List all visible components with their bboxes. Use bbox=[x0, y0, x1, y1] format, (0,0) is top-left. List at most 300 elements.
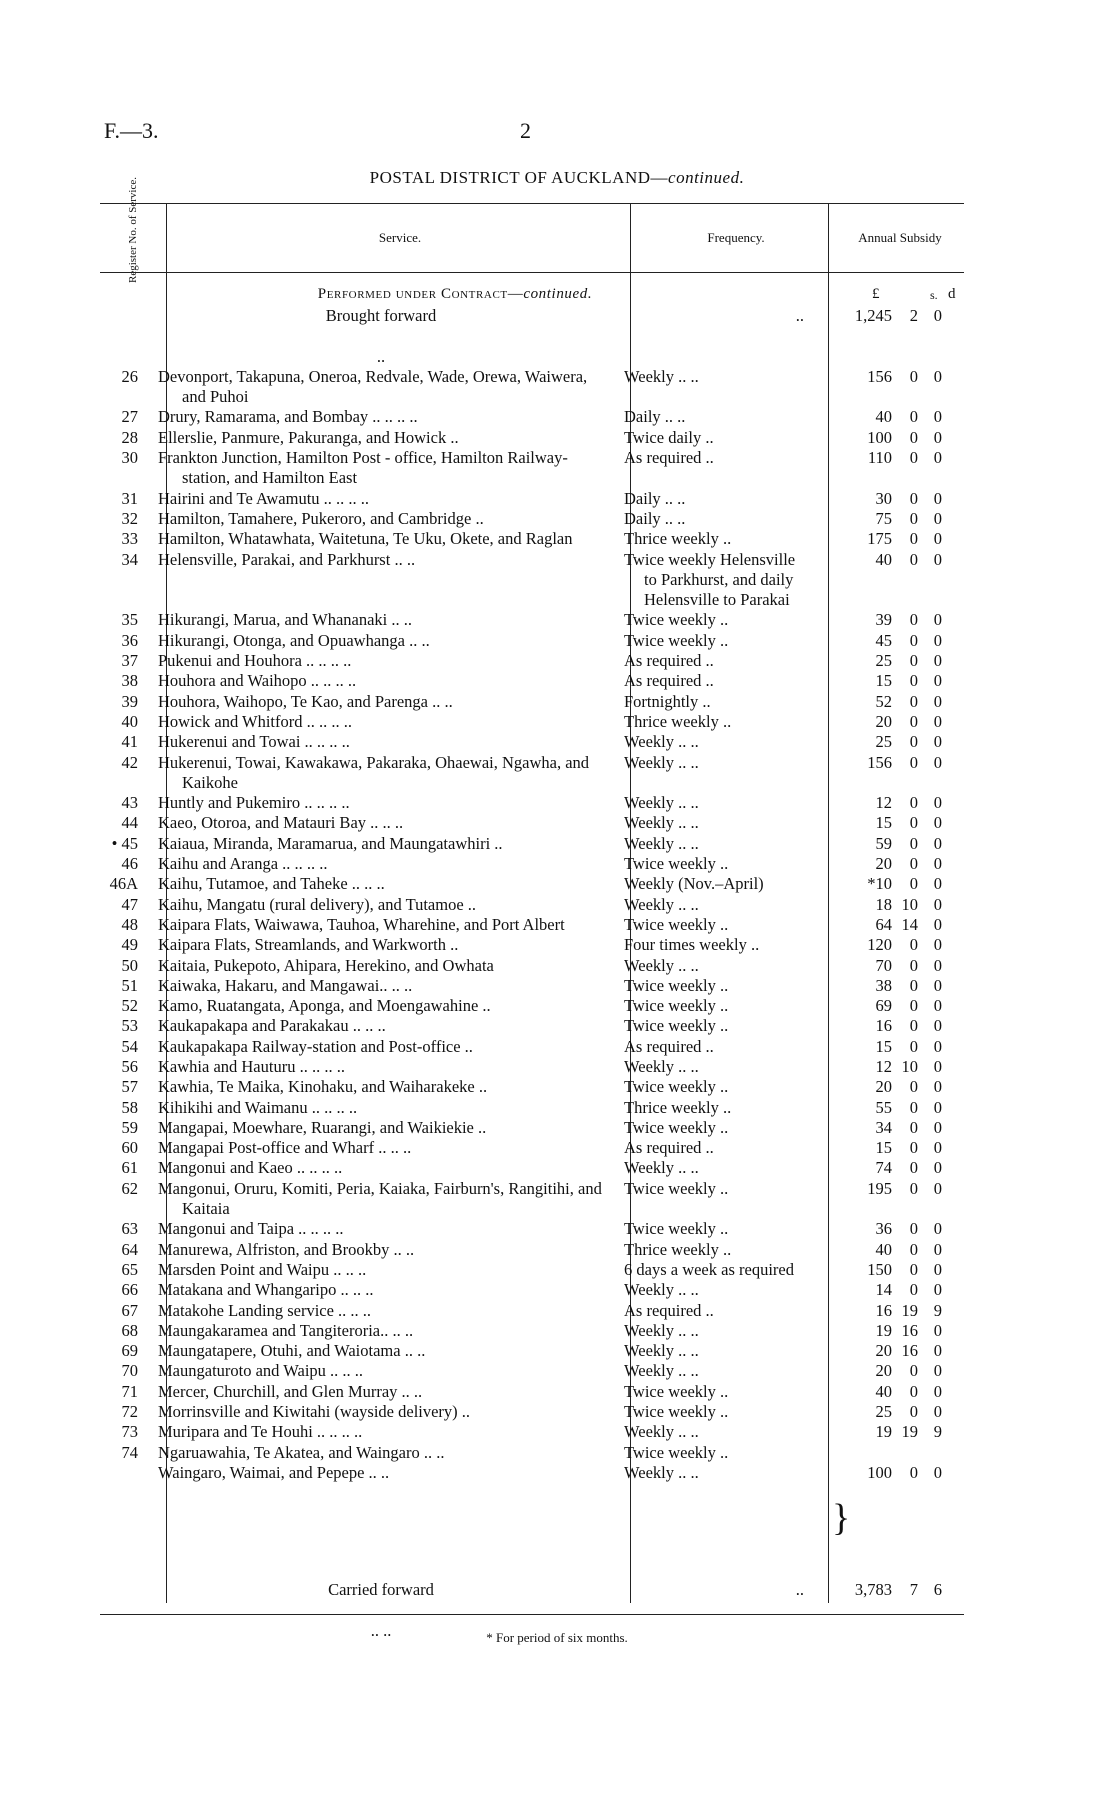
subsidy-pence: 0 bbox=[933, 1077, 942, 1097]
subsidy-shillings: 0 bbox=[909, 1381, 918, 1401]
table-row bbox=[0, 1321, 1114, 1341]
frequency-value: Weekly .. .. bbox=[624, 366, 699, 386]
carried-forward-label: Carried forward bbox=[328, 1580, 434, 1599]
service-description: Pukenui and Houhora .. .. .. .. bbox=[158, 651, 352, 671]
subsidy-pence: 0 bbox=[933, 833, 942, 853]
register-number: 59 bbox=[121, 1117, 138, 1137]
subsidy-shillings: 0 bbox=[909, 1219, 918, 1239]
subsidy-pounds: 69 bbox=[875, 996, 892, 1016]
subsidy-pence: 9 bbox=[933, 1422, 942, 1442]
column-header-frequency: Frequency. bbox=[707, 230, 765, 245]
subsidy-pence: 0 bbox=[933, 955, 942, 975]
subsidy-amount bbox=[814, 529, 942, 549]
subsidy-amount bbox=[814, 915, 942, 935]
frequency-value: Twice weekly .. bbox=[624, 1219, 729, 1239]
subsidy-shillings: 0 bbox=[909, 651, 918, 671]
table-row bbox=[0, 1118, 1114, 1138]
frequency-value: Twice weekly .. bbox=[624, 1381, 729, 1401]
subsidy-shillings: 0 bbox=[909, 1462, 918, 1482]
subsidy-pence: 0 bbox=[933, 610, 942, 630]
service-description: Kaihu and Aranga .. .. .. .. bbox=[158, 854, 328, 874]
subsidy-amount bbox=[814, 793, 942, 813]
service-description: Kihikihi and Waimanu .. .. .. .. bbox=[158, 1097, 358, 1117]
service-description: Mangonui, Oruru, Komiti, Peria, Kaiaka, Fairburn's, Rangitihi, and Kaitaia bbox=[158, 1178, 602, 1219]
register-number: 69 bbox=[121, 1341, 138, 1361]
register-number: 72 bbox=[121, 1402, 138, 1422]
frequency-value: As required .. bbox=[624, 1300, 714, 1320]
subsidy-pence: 0 bbox=[933, 1239, 942, 1259]
table-row bbox=[0, 813, 1114, 833]
subsidy-shillings: 0 bbox=[909, 996, 918, 1016]
register-number: 57 bbox=[121, 1077, 138, 1097]
subsidy-amount bbox=[814, 1138, 942, 1158]
subsidy-amount bbox=[814, 1179, 942, 1199]
subsidy-pence: 0 bbox=[933, 671, 942, 691]
subsidy-pence: 0 bbox=[933, 488, 942, 508]
subsidy-pence: 0 bbox=[933, 1036, 942, 1056]
subsidy-shillings: 0 bbox=[909, 671, 918, 691]
subsidy-shillings: 0 bbox=[909, 1280, 918, 1300]
table-row bbox=[0, 1158, 1114, 1178]
subsidy-pence: 0 bbox=[933, 975, 942, 995]
subsidy-amount bbox=[814, 428, 942, 448]
subsidy-amount bbox=[814, 874, 942, 894]
subsidy-shillings: 0 bbox=[909, 1402, 918, 1422]
service-description: Kaihu, Mangatu (rural delivery), and Tutamoe .. bbox=[158, 894, 477, 914]
service-description: Marsden Point and Waipu .. .. .. bbox=[158, 1259, 367, 1279]
service-description: Hamilton, Tamahere, Pukeroro, and Cambridge .. bbox=[158, 508, 484, 528]
table-row bbox=[0, 753, 1114, 794]
subsidy-pence: 0 bbox=[933, 914, 942, 934]
subsidy-pounds: 30 bbox=[875, 488, 892, 508]
paper-code: F.—3. bbox=[104, 118, 159, 143]
service-description: Drury, Ramarama, and Bombay .. .. .. .. bbox=[158, 407, 418, 427]
subsidy-pence: 0 bbox=[933, 1381, 942, 1401]
table-row bbox=[0, 651, 1114, 671]
register-number: 46A bbox=[109, 874, 138, 894]
frequency-value: Weekly .. .. bbox=[624, 1422, 699, 1442]
subsidy-pence: 0 bbox=[933, 1097, 942, 1117]
subsidy-pounds: 100 bbox=[867, 1462, 892, 1482]
subsidy-shillings: 0 bbox=[909, 752, 918, 772]
subsidy-pounds: 16 bbox=[875, 1016, 892, 1036]
table-row bbox=[0, 692, 1114, 712]
subsidy-pounds: 20 bbox=[875, 1341, 892, 1361]
subsidy-shillings: 0 bbox=[909, 427, 918, 447]
subsidy-pence: 0 bbox=[933, 1178, 942, 1198]
unit-pounds: £ bbox=[872, 286, 880, 302]
subsidy-pounds: 15 bbox=[875, 671, 892, 691]
register-number: 71 bbox=[121, 1381, 138, 1401]
table-row bbox=[0, 1016, 1114, 1036]
frequency-value: As required .. bbox=[624, 651, 714, 671]
frequency-value: Weekly .. .. bbox=[624, 752, 699, 772]
subsidy-pounds: 64 bbox=[875, 914, 892, 934]
table-row bbox=[0, 732, 1114, 752]
subsidy-amount bbox=[814, 732, 942, 752]
subsidy-pounds: 40 bbox=[875, 549, 892, 569]
table-row bbox=[0, 895, 1114, 915]
register-number: 34 bbox=[121, 549, 138, 569]
subsidy-shillings: 0 bbox=[909, 955, 918, 975]
subsidy-pence: 0 bbox=[933, 1402, 942, 1422]
subsidy-pence: 0 bbox=[933, 630, 942, 650]
register-number: 68 bbox=[121, 1320, 138, 1340]
frequency-value: Twice weekly Helensville to Parkhurst, and daily Helensville to Parakai bbox=[624, 549, 796, 610]
frequency-value: Weekly .. .. bbox=[624, 732, 699, 752]
service-description: Huntly and Pukemiro .. .. .. .. bbox=[158, 793, 350, 813]
subsidy-pence: 0 bbox=[933, 1320, 942, 1340]
register-number: 51 bbox=[121, 975, 138, 995]
table-row bbox=[0, 793, 1114, 813]
subsidy-amount bbox=[814, 1382, 942, 1402]
subsidy-pounds: 195 bbox=[867, 1178, 892, 1198]
subsidy-pounds: 156 bbox=[867, 752, 892, 772]
subsidy-shillings: 0 bbox=[909, 366, 918, 386]
subsidy-amount bbox=[814, 671, 942, 691]
frequency-value: Twice weekly .. bbox=[624, 1442, 729, 1462]
table-row bbox=[0, 509, 1114, 529]
subsidy-pounds: 15 bbox=[875, 1138, 892, 1158]
table-row bbox=[0, 1179, 1114, 1220]
subsidy-pounds: 20 bbox=[875, 1361, 892, 1381]
frequency-value: Fortnightly .. bbox=[624, 691, 711, 711]
service-description: Hukerenui, Towai, Kawakawa, Pakaraka, Ohaewai, Ngawha, and Kaikohe bbox=[158, 752, 590, 792]
table-row bbox=[0, 1443, 1114, 1463]
carried-forward-pounds: 3,783 bbox=[854, 1580, 892, 1599]
subsidy-pence: 0 bbox=[933, 1280, 942, 1300]
service-description: Houhora and Waihopo .. .. .. .. bbox=[158, 671, 357, 691]
subsidy-pence: 0 bbox=[933, 1219, 942, 1239]
subsidy-pence: 0 bbox=[933, 529, 942, 549]
frequency-value: Weekly .. .. bbox=[624, 813, 699, 833]
subsidy-pence: 0 bbox=[933, 854, 942, 874]
column-header-subsidy: Annual Subsidy bbox=[858, 230, 942, 245]
frequency-value: As required .. bbox=[624, 448, 714, 468]
subsidy-pence: 0 bbox=[933, 366, 942, 386]
table-row bbox=[0, 1260, 1114, 1280]
subsidy-pounds: 15 bbox=[875, 1036, 892, 1056]
table-row bbox=[0, 854, 1114, 874]
subsidy-amount bbox=[814, 367, 942, 387]
service-description: Manurewa, Alfriston, and Brookby .. .. bbox=[158, 1239, 415, 1259]
subsidy-pounds: 16 bbox=[875, 1300, 892, 1320]
subsidy-shillings: 0 bbox=[909, 488, 918, 508]
frequency-value: Thrice weekly .. bbox=[624, 1239, 732, 1259]
register-number: 67 bbox=[121, 1300, 138, 1320]
subsidy-pence: 0 bbox=[933, 1016, 942, 1036]
frequency-value: Thrice weekly .. bbox=[624, 711, 732, 731]
service-description: Ellerslie, Panmure, Pakuranga, and Howick .. bbox=[158, 427, 459, 447]
frequency-value: Twice weekly .. bbox=[624, 854, 729, 874]
frequency-value: Twice weekly .. bbox=[624, 1016, 729, 1036]
subsidy-shillings: 0 bbox=[909, 711, 918, 731]
subsidy-amount bbox=[814, 1240, 942, 1260]
subsidy-shillings: 0 bbox=[909, 529, 918, 549]
service-description: Mangapai, Moewhare, Ruarangi, and Waikiekie .. bbox=[158, 1117, 487, 1137]
frequency-value: Twice weekly .. bbox=[624, 1402, 729, 1422]
subsidy-pounds: 120 bbox=[867, 935, 892, 955]
title-main: POSTAL DISTRICT OF AUCKLAND— bbox=[369, 168, 669, 187]
subsidy-shillings: 0 bbox=[909, 732, 918, 752]
service-description: Kaihu, Tutamoe, and Taheke .. .. .. bbox=[158, 874, 385, 894]
frequency-value: Weekly .. .. bbox=[624, 1361, 699, 1381]
subsidy-amount bbox=[814, 834, 942, 854]
service-description: Morrinsville and Kiwitahi (wayside delivery) .. bbox=[158, 1402, 471, 1422]
subsidy-pounds: 34 bbox=[875, 1117, 892, 1137]
register-number: 54 bbox=[121, 1036, 138, 1056]
register-number: 63 bbox=[121, 1219, 138, 1239]
subsidy-shillings: 0 bbox=[909, 1117, 918, 1137]
table-row bbox=[0, 631, 1114, 651]
register-number: 65 bbox=[121, 1259, 138, 1279]
service-description: Frankton Junction, Hamilton Post - office, Hamilton Railway-station, and Hamilton East bbox=[158, 448, 568, 488]
subsidy-amount bbox=[814, 1260, 942, 1280]
table-bottom-rule bbox=[100, 1614, 964, 1615]
subsidy-amount bbox=[814, 1037, 942, 1057]
frequency-value: Weekly .. .. bbox=[624, 1320, 699, 1340]
page-title bbox=[0, 168, 1114, 188]
register-number: 58 bbox=[121, 1097, 138, 1117]
subsidy-shillings: 0 bbox=[909, 935, 918, 955]
carried-forward-row: Carried forward .. .. .. 3,783 7 6 bbox=[0, 1580, 1114, 1641]
register-number: 40 bbox=[121, 711, 138, 731]
service-description: Hairini and Te Awamutu .. .. .. .. bbox=[158, 488, 370, 508]
table-row bbox=[0, 976, 1114, 996]
subsidy-pence: 0 bbox=[933, 1117, 942, 1137]
subsidy-shillings: 0 bbox=[909, 1239, 918, 1259]
subsidy-amount bbox=[814, 1057, 942, 1077]
subsidy-amount bbox=[814, 1280, 942, 1300]
subsidy-amount bbox=[814, 448, 942, 468]
subsidy-shillings: 0 bbox=[909, 793, 918, 813]
table-row bbox=[0, 671, 1114, 691]
frequency-value: Weekly .. .. bbox=[624, 1462, 699, 1482]
table-row bbox=[0, 996, 1114, 1016]
register-number: 62 bbox=[121, 1178, 138, 1198]
subsidy-pounds: 110 bbox=[867, 448, 892, 468]
subsidy-pounds: 40 bbox=[875, 407, 892, 427]
subsidy-shillings: 0 bbox=[909, 1259, 918, 1279]
subsidy-shillings: 0 bbox=[909, 1036, 918, 1056]
subsidy-shillings: 0 bbox=[909, 833, 918, 853]
table-row bbox=[0, 834, 1114, 854]
subsidy-amount bbox=[814, 1463, 942, 1483]
register-number: 33 bbox=[121, 529, 138, 549]
service-description: Maungaturoto and Waipu .. .. .. bbox=[158, 1361, 364, 1381]
subsidy-pence: 0 bbox=[933, 508, 942, 528]
table-row bbox=[0, 1382, 1114, 1402]
subsidy-pounds: 40 bbox=[875, 1381, 892, 1401]
frequency-value: Daily .. .. bbox=[624, 508, 686, 528]
subsidy-shillings: 0 bbox=[909, 407, 918, 427]
frequency-value: Twice weekly .. bbox=[624, 1077, 729, 1097]
frequency-value: Twice weekly .. bbox=[624, 1117, 729, 1137]
service-description: Hikurangi, Otonga, and Opuawhanga .. .. bbox=[158, 630, 430, 650]
subsidy-shillings: 0 bbox=[909, 854, 918, 874]
register-number: 42 bbox=[121, 752, 138, 772]
subsidy-amount bbox=[814, 1301, 942, 1321]
column-header-register: Register No. of Service. bbox=[127, 177, 139, 283]
service-description: Kaiaua, Miranda, Maramarua, and Maungatawhiri .. bbox=[158, 833, 503, 853]
subsidy-amount bbox=[814, 1402, 942, 1422]
subsidy-pounds: 25 bbox=[875, 1402, 892, 1422]
subsidy-pounds: 156 bbox=[867, 366, 892, 386]
service-description: Matakohe Landing service .. .. .. bbox=[158, 1300, 372, 1320]
subsidy-shillings: 0 bbox=[909, 1178, 918, 1198]
table-row bbox=[0, 1037, 1114, 1057]
brought-forward-row: Brought forward .. .. 1,245 2 0 bbox=[0, 306, 1114, 367]
subsidy-shillings: 0 bbox=[909, 975, 918, 995]
service-description: Hamilton, Whatawhata, Waitetuna, Te Uku, Okete, and Raglan bbox=[158, 529, 573, 549]
subsidy-pence: 0 bbox=[933, 996, 942, 1016]
frequency-value: Weekly .. .. bbox=[624, 833, 699, 853]
brought-forward-label: Brought forward .. bbox=[325, 306, 437, 366]
service-description: Waingaro, Waimai, and Pepepe .. .. bbox=[158, 1462, 390, 1482]
register-number: 37 bbox=[121, 651, 138, 671]
register-number: 26 bbox=[121, 366, 138, 386]
register-number: 73 bbox=[121, 1422, 138, 1442]
service-description: Kaeo, Otoroa, and Matauri Bay .. .. .. bbox=[158, 813, 404, 833]
table-row bbox=[0, 712, 1114, 732]
subsidy-amount bbox=[814, 956, 942, 976]
subsidy-pounds: 75 bbox=[875, 508, 892, 528]
subsidy-pence: 0 bbox=[933, 894, 942, 914]
subsidy-pounds: 25 bbox=[875, 651, 892, 671]
subsidy-amount bbox=[814, 1118, 942, 1138]
subsidy-pence: 0 bbox=[933, 427, 942, 447]
table-row bbox=[0, 550, 1114, 611]
subsidy-pence: 0 bbox=[933, 1341, 942, 1361]
subsidy-amount bbox=[814, 1341, 942, 1361]
frequency-value: Twice weekly .. bbox=[624, 630, 729, 650]
subsidy-pence: 0 bbox=[933, 407, 942, 427]
table-row bbox=[0, 1098, 1114, 1118]
title-continued: continued. bbox=[668, 168, 745, 187]
register-number: 50 bbox=[121, 955, 138, 975]
service-description: Matakana and Whangaripo .. .. .. bbox=[158, 1280, 374, 1300]
table-row bbox=[0, 956, 1114, 976]
register-number: 44 bbox=[121, 813, 138, 833]
subsidy-pence: 0 bbox=[933, 1158, 942, 1178]
table-row bbox=[0, 1463, 1114, 1483]
frequency-value: Daily .. .. bbox=[624, 488, 686, 508]
subsidy-amount bbox=[814, 610, 942, 630]
table-row bbox=[0, 915, 1114, 935]
subsidy-pence: 0 bbox=[933, 691, 942, 711]
frequency-value: Weekly .. .. bbox=[624, 1158, 699, 1178]
frequency-value: Daily .. .. bbox=[624, 407, 686, 427]
subsidy-shillings: 19 bbox=[901, 1422, 918, 1442]
table-row bbox=[0, 1219, 1114, 1239]
register-number: 53 bbox=[121, 1016, 138, 1036]
subsidy-pounds: 36 bbox=[875, 1219, 892, 1239]
subsidy-pence: 0 bbox=[933, 793, 942, 813]
subsidy-amount bbox=[814, 692, 942, 712]
subsidy-pence: 0 bbox=[933, 935, 942, 955]
table-row bbox=[0, 1077, 1114, 1097]
service-description: Kaipara Flats, Waiwawa, Tauhoa, Wharehine, and Port Albert bbox=[158, 914, 565, 934]
frequency-value: Weekly .. .. bbox=[624, 955, 699, 975]
frequency-value: Twice weekly .. bbox=[624, 610, 729, 630]
unit-shillings: s. bbox=[930, 288, 938, 302]
subsidy-amount bbox=[814, 509, 942, 529]
subsidy-shillings: 10 bbox=[901, 894, 918, 914]
frequency-value: Twice weekly .. bbox=[624, 914, 729, 934]
subsidy-amount bbox=[814, 1158, 942, 1178]
register-number: 48 bbox=[121, 914, 138, 934]
frequency-value: Weekly .. .. bbox=[624, 894, 699, 914]
unit-pence: d bbox=[948, 286, 956, 302]
subsidy-pounds: 59 bbox=[875, 833, 892, 853]
subsidy-pence: 0 bbox=[933, 1259, 942, 1279]
subsidy-shillings: 0 bbox=[909, 1077, 918, 1097]
register-number: 35 bbox=[121, 610, 138, 630]
service-description: Kawhia and Hauturu .. .. .. .. bbox=[158, 1056, 345, 1076]
table-row bbox=[0, 1240, 1114, 1260]
subsidy-pounds: 39 bbox=[875, 610, 892, 630]
brace-symbol: } bbox=[832, 1497, 851, 1539]
subsidy-shillings: 19 bbox=[901, 1300, 918, 1320]
frequency-value: 6 days a week as required bbox=[624, 1259, 794, 1279]
subsidy-amount bbox=[814, 651, 942, 671]
service-description: Maungakaramea and Tangiteroria.. .. .. bbox=[158, 1320, 414, 1340]
subsidy-pence: 0 bbox=[933, 874, 942, 894]
service-description: Ngaruawahia, Te Akatea, and Waingaro .. .. bbox=[158, 1442, 445, 1462]
subsidy-pounds: 15 bbox=[875, 813, 892, 833]
table-row bbox=[0, 529, 1114, 549]
subsidy-amount bbox=[814, 895, 942, 915]
service-description: Kaipara Flats, Streamlands, and Warkworth .. bbox=[158, 935, 459, 955]
subsidy-shillings: 0 bbox=[909, 630, 918, 650]
subsidy-pounds: 40 bbox=[875, 1239, 892, 1259]
subsidy-shillings: 0 bbox=[909, 549, 918, 569]
table-row bbox=[0, 874, 1114, 894]
subsidy-shillings: 0 bbox=[909, 448, 918, 468]
page-number: 2 bbox=[520, 118, 531, 143]
subsidy-pence: 0 bbox=[933, 1361, 942, 1381]
frequency-value: As required .. bbox=[624, 1036, 714, 1056]
subsidy-pence: 9 bbox=[933, 1300, 942, 1320]
service-description: Hukerenui and Towai .. .. .. .. bbox=[158, 732, 350, 752]
service-description: Muripara and Te Houhi .. .. .. .. bbox=[158, 1422, 363, 1442]
frequency-value: Weekly (Nov.–April) bbox=[624, 874, 764, 894]
register-number: 31 bbox=[121, 488, 138, 508]
subsidy-amount bbox=[814, 407, 942, 427]
table-row bbox=[0, 1422, 1114, 1442]
subsidy-pounds: 19 bbox=[875, 1320, 892, 1340]
subsidy-amount bbox=[814, 854, 942, 874]
subsidy-amount bbox=[814, 550, 942, 570]
subsidy-pounds: 175 bbox=[867, 529, 892, 549]
service-description: Mangonui and Taipa .. .. .. .. bbox=[158, 1219, 344, 1239]
register-number: 64 bbox=[121, 1239, 138, 1259]
subsidy-pounds: 70 bbox=[875, 955, 892, 975]
register-number: 38 bbox=[121, 671, 138, 691]
header-rule bbox=[100, 272, 964, 273]
subsidy-pounds: 20 bbox=[875, 711, 892, 731]
register-number: 74 bbox=[121, 1442, 138, 1462]
subsidy-amount bbox=[814, 1098, 942, 1118]
frequency-value: Twice weekly .. bbox=[624, 996, 729, 1016]
subsidy-pounds: 45 bbox=[875, 630, 892, 650]
register-number: 30 bbox=[121, 448, 138, 468]
register-number: 52 bbox=[121, 996, 138, 1016]
subsidy-shillings: 0 bbox=[909, 1138, 918, 1158]
table-row bbox=[0, 1057, 1114, 1077]
footnote: * For period of six months. bbox=[486, 1630, 628, 1645]
table-row bbox=[0, 935, 1114, 955]
